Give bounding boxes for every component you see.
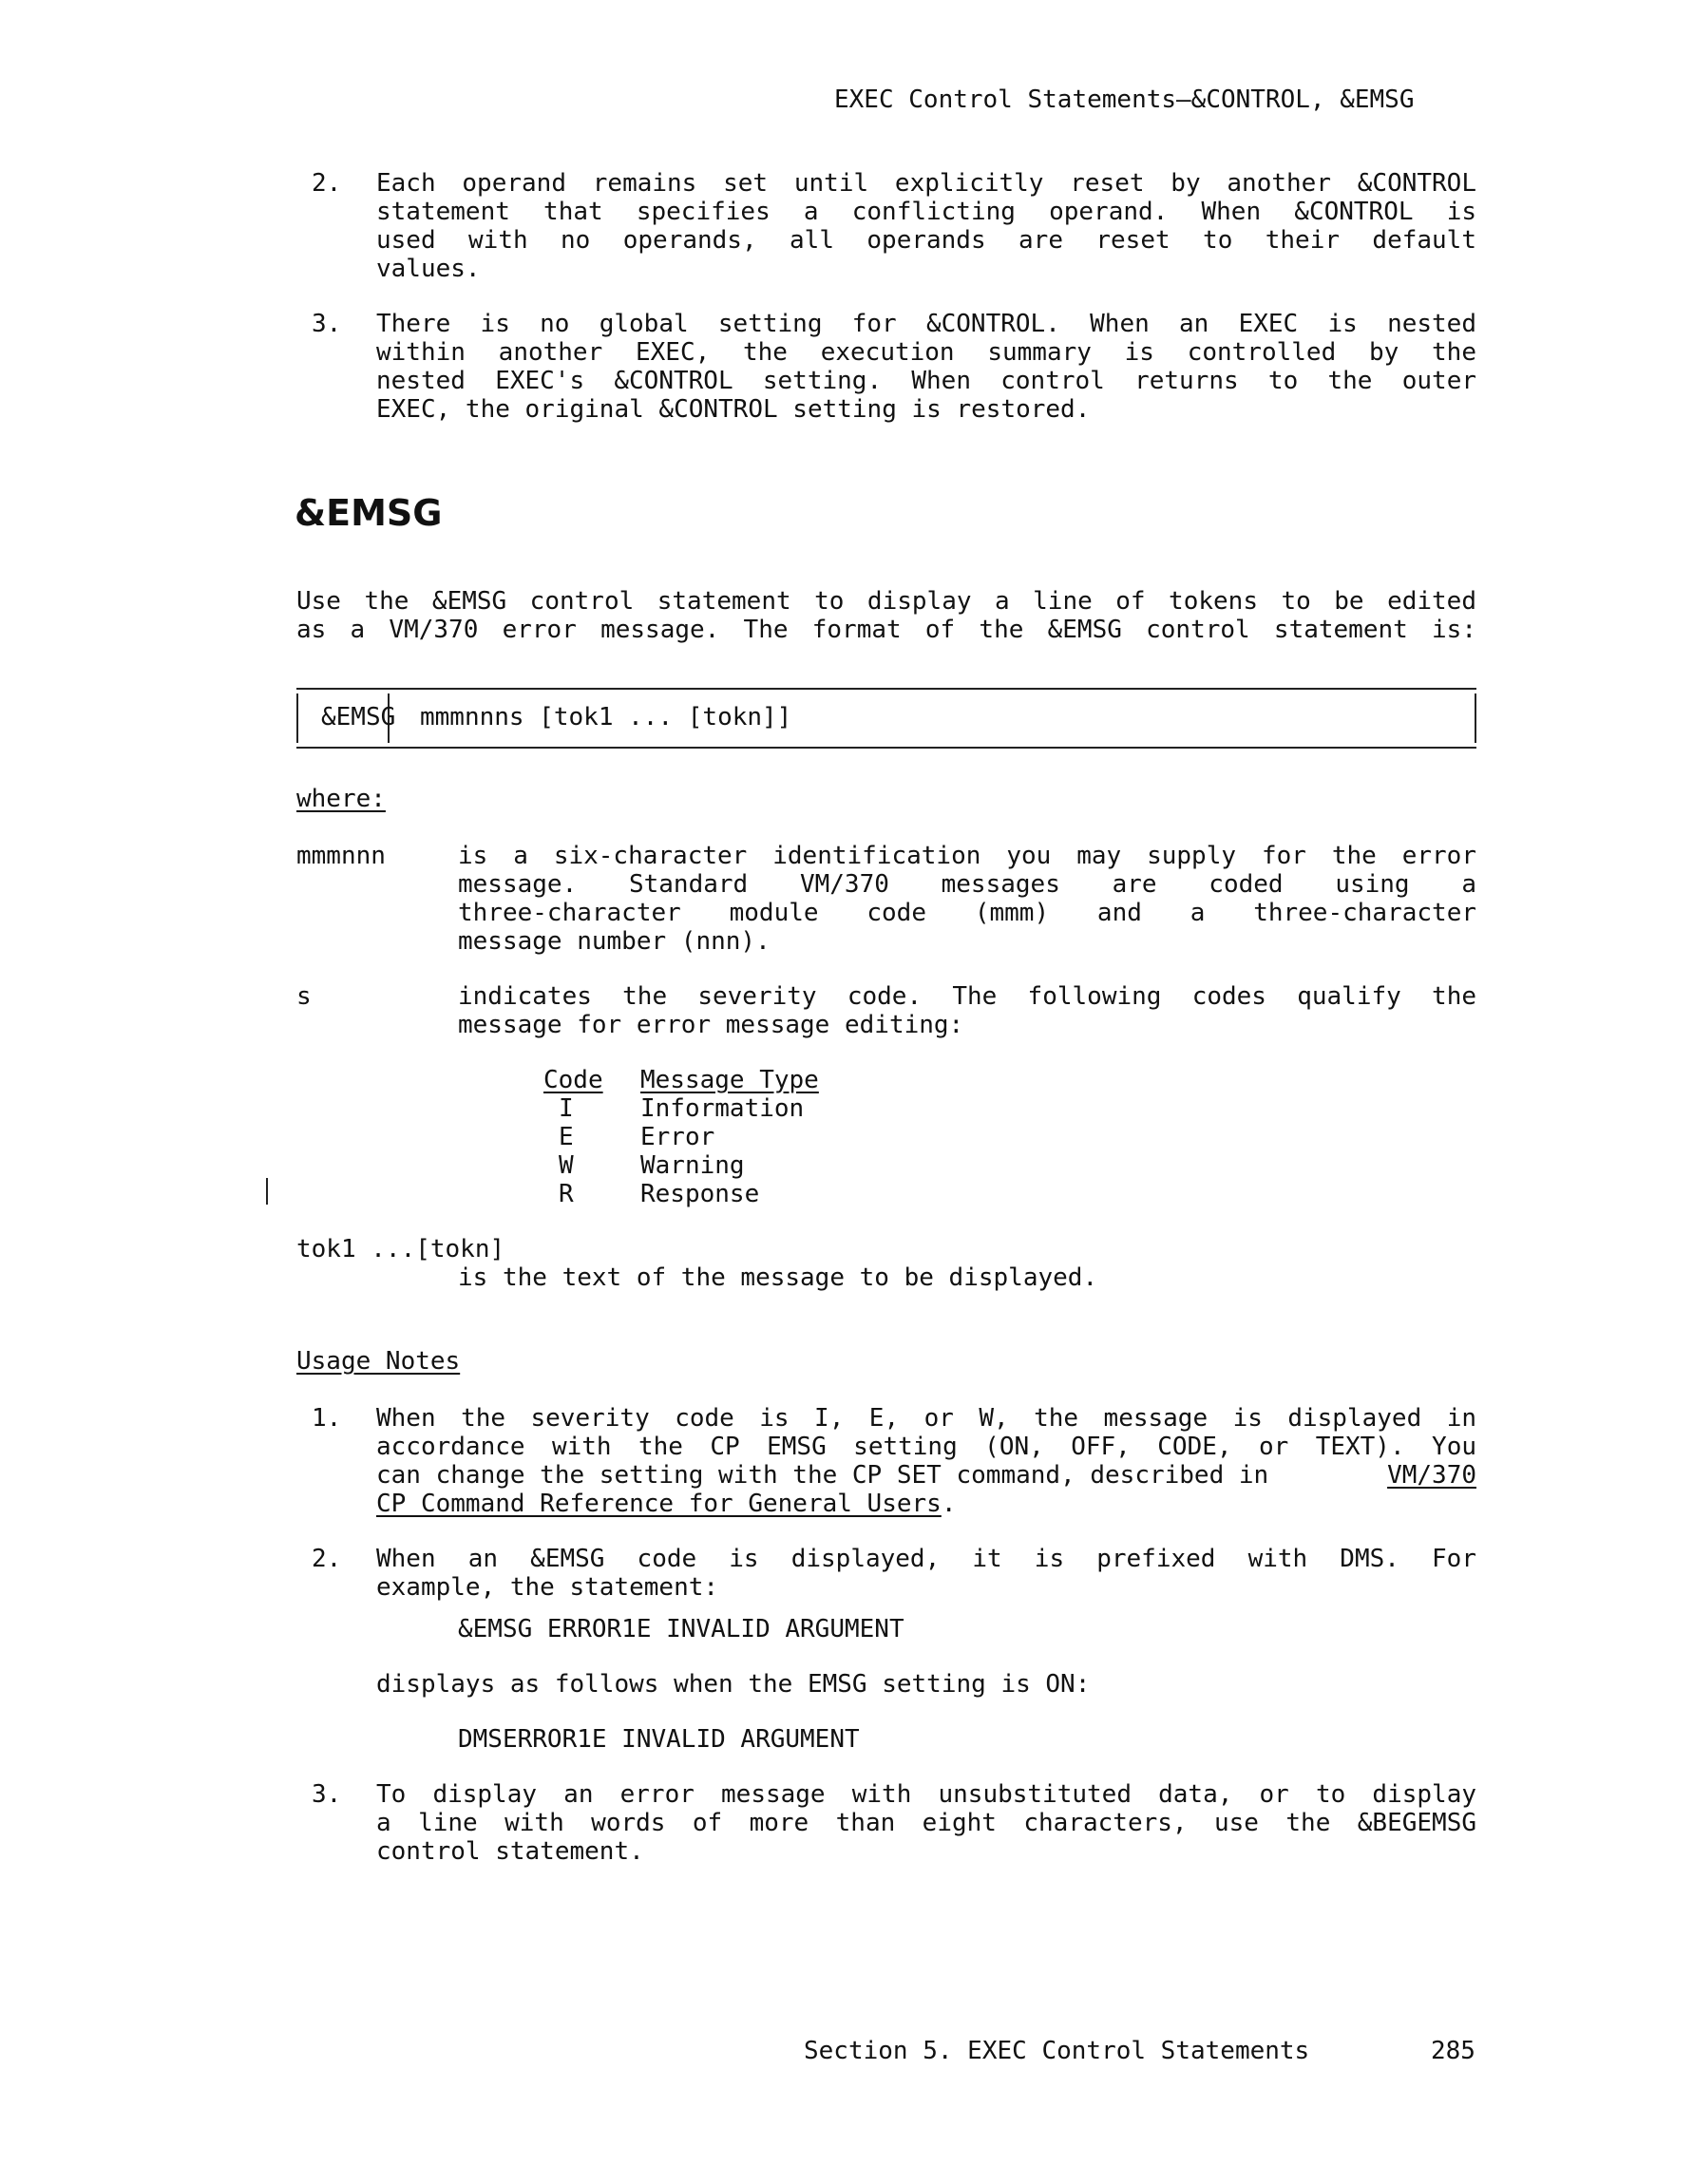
text-line: EXEC, the original &CONTROL setting is restored. xyxy=(376,395,1091,424)
section-heading: &EMSG xyxy=(295,492,443,534)
page-number: 285 xyxy=(1431,2037,1475,2065)
box-right-bar xyxy=(1475,693,1476,743)
text-line: displays as follows when the EMSG setting is ON: xyxy=(376,1670,1091,1699)
text-line: When the severity code is I, E, or W, the message is displayed in xyxy=(376,1404,1476,1433)
format-box xyxy=(296,688,1476,749)
text-line: There is no global setting for &CONTROL. When an EXEC is nested xyxy=(376,310,1476,338)
list-item-text xyxy=(376,310,1476,424)
format-syntax: mmmnnns [tok1 ... [tokn]] xyxy=(420,703,792,731)
text-line: indicates the severity code. The following codes qualify the xyxy=(458,982,1476,1011)
code-example: &EMSG ERROR1E INVALID ARGUMENT xyxy=(458,1615,904,1643)
usage-note xyxy=(376,1780,1476,1866)
type-cell: Warning xyxy=(640,1151,745,1180)
text-line: Each operand remains set until explicitly reset by another &CONTROL xyxy=(376,169,1476,198)
list-number: 3. xyxy=(312,1780,342,1809)
definition-term: tok1 ...[tokn] xyxy=(296,1235,505,1263)
revision-bar xyxy=(266,1178,268,1205)
code-cell: R xyxy=(559,1180,574,1208)
text-line: message number (nnn). xyxy=(458,927,771,956)
text-line xyxy=(376,1490,1476,1518)
text-span: can change the setting with the CP SET command, described in xyxy=(376,1461,1269,1490)
section-intro xyxy=(296,587,1476,644)
type-header: Message Type xyxy=(640,1066,819,1094)
text-line xyxy=(376,1461,1476,1490)
text-span: . xyxy=(941,1490,957,1518)
code-cell: I xyxy=(559,1094,574,1123)
list-item-text xyxy=(376,169,1476,283)
text-line: three-character module code (mmm) and a three-character xyxy=(458,899,1476,927)
text-line: When an &EMSG code is displayed, it is prefixed with DMS. For xyxy=(376,1545,1476,1573)
manual-reference: VM/370 xyxy=(1387,1461,1476,1490)
definition-term: mmmnnn xyxy=(296,842,386,870)
code-example: DMSERROR1E INVALID ARGUMENT xyxy=(458,1725,860,1754)
list-number: 3. xyxy=(312,310,342,338)
usage-note xyxy=(376,1545,1476,1602)
type-cell: Information xyxy=(640,1094,805,1123)
format-keyword: &EMSG xyxy=(321,703,396,731)
text-line: statement that specifies a conflicting operand. When &CONTROL is xyxy=(376,198,1476,226)
manual-reference: CP Command Reference for General Users xyxy=(376,1490,942,1518)
type-cell: Error xyxy=(640,1123,715,1151)
box-left-bar xyxy=(296,693,298,743)
definition-desc: is the text of the message to be displayed. xyxy=(458,1263,1098,1292)
text-line: message for error message editing: xyxy=(458,1011,964,1039)
definition-term: s xyxy=(296,982,312,1011)
text-line: is a six-character identification you may supply for the error xyxy=(458,842,1476,870)
definition-desc xyxy=(458,842,1476,956)
text-line: To display an error message with unsubstituted data, or to display xyxy=(376,1780,1476,1809)
text-line: used with no operands, all operands are reset to their default xyxy=(376,226,1476,255)
text-line: message. Standard VM/370 messages are coded using a xyxy=(458,870,1476,899)
list-number: 2. xyxy=(312,169,342,198)
text-line: Use the &EMSG control statement to display a line of tokens to be edited xyxy=(296,587,1476,616)
usage-notes-heading: Usage Notes xyxy=(296,1347,461,1376)
code-header: Code xyxy=(543,1066,603,1094)
list-number: 2. xyxy=(312,1545,342,1573)
footer-section-label: Section 5. EXEC Control Statements xyxy=(804,2037,1310,2065)
text-line: accordance with the CP EMSG setting (ON, OFF, CODE, or TEXT). You xyxy=(376,1433,1476,1461)
text-line: a line with words of more than eight characters, use the &BEGEMSG xyxy=(376,1809,1476,1837)
text-line: nested EXEC's &CONTROL setting. When control returns to the outer xyxy=(376,367,1476,395)
text-line: as a VM/370 error message. The format of the &EMSG control statement is: xyxy=(296,616,1476,644)
usage-note xyxy=(376,1404,1476,1518)
text-line: values. xyxy=(376,255,481,283)
code-cell: W xyxy=(559,1151,574,1180)
where-label: where: xyxy=(296,785,386,813)
definition-desc xyxy=(458,982,1476,1039)
running-header: EXEC Control Statements—&CONTROL, &EMSG xyxy=(834,85,1415,114)
list-number: 1. xyxy=(312,1404,342,1433)
text-line: within another EXEC, the execution summary is controlled by the xyxy=(376,338,1476,367)
text-line: example, the statement: xyxy=(376,1573,719,1602)
type-cell: Response xyxy=(640,1180,760,1208)
code-cell: E xyxy=(559,1123,574,1151)
text-line: control statement. xyxy=(376,1837,644,1866)
